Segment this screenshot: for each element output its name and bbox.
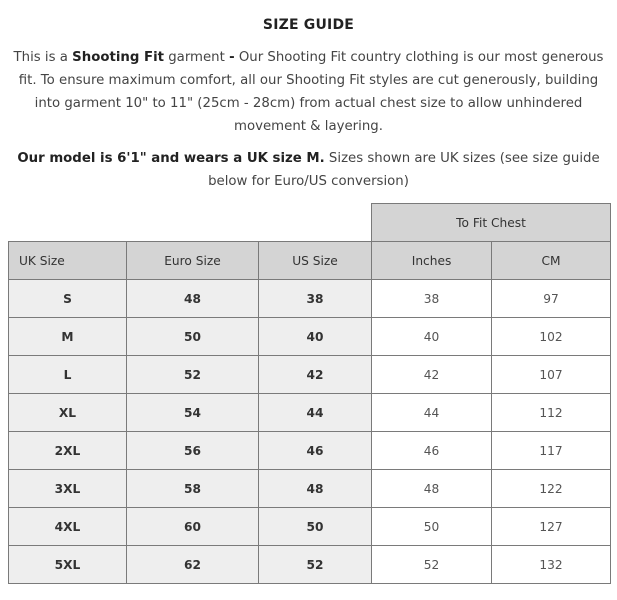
us-size-cell: 50	[259, 508, 372, 546]
uk-size-cell: L	[9, 356, 127, 394]
group-header-row	[9, 204, 611, 242]
table-row	[9, 318, 611, 356]
table-row	[9, 470, 611, 508]
chest-cm-cell: 132	[492, 546, 611, 584]
column-header-us-size: US Size	[259, 242, 372, 280]
chest-cm-cell: 112	[492, 394, 611, 432]
chest-inches-cell: 42	[372, 356, 492, 394]
table-row	[9, 394, 611, 432]
uk-size-cell: 5XL	[9, 546, 127, 584]
to-fit-chest-header: To Fit Chest	[372, 204, 611, 242]
table-row	[9, 280, 611, 318]
uk-size-cell: 2XL	[9, 432, 127, 470]
uk-size-cell: 4XL	[9, 508, 127, 546]
chest-cm-cell: 102	[492, 318, 611, 356]
fit-name: Shooting Fit	[72, 50, 164, 65]
column-header-euro-size: Euro Size	[127, 242, 259, 280]
fit-description	[6, 46, 611, 138]
uk-size-cell: S	[9, 280, 127, 318]
euro-size-cell: 52	[127, 356, 259, 394]
euro-size-cell: 54	[127, 394, 259, 432]
intro-prefix: This is a	[13, 50, 73, 65]
column-header-row	[9, 242, 611, 280]
us-size-cell: 46	[259, 432, 372, 470]
chest-inches-cell: 40	[372, 318, 492, 356]
us-size-cell: 38	[259, 280, 372, 318]
intro-dash: -	[229, 50, 235, 65]
chest-inches-cell: 48	[372, 470, 492, 508]
column-header-uk-size: UK Size	[9, 242, 127, 280]
euro-size-cell: 50	[127, 318, 259, 356]
uk-size-cell: M	[9, 318, 127, 356]
chest-inches-cell: 46	[372, 432, 492, 470]
chest-cm-cell: 97	[492, 280, 611, 318]
table-row	[9, 432, 611, 470]
column-header-cm: CM	[492, 242, 611, 280]
euro-size-cell: 62	[127, 546, 259, 584]
uk-size-cell: XL	[9, 394, 127, 432]
us-size-cell: 52	[259, 546, 372, 584]
us-size-cell: 42	[259, 356, 372, 394]
chest-inches-cell: 50	[372, 508, 492, 546]
chest-inches-cell: 52	[372, 546, 492, 584]
uk-size-cell: 3XL	[9, 470, 127, 508]
chest-cm-cell: 107	[492, 356, 611, 394]
table-row	[9, 356, 611, 394]
us-size-cell: 40	[259, 318, 372, 356]
euro-size-cell: 60	[127, 508, 259, 546]
blank-header-space	[9, 204, 372, 242]
column-header-inches: Inches	[372, 242, 492, 280]
euro-size-cell: 48	[127, 280, 259, 318]
model-note-rest: Sizes shown are UK sizes (see size guide below for Euro/US conversion)	[208, 151, 600, 189]
table-row	[9, 546, 611, 584]
chest-cm-cell: 117	[492, 432, 611, 470]
intro-rest: Our Shooting Fit country clothing is our most generous fit. To ensure maximum comfort, all our Shooting Fit styles are cut generously, building into garment 10" to 11" (25cm - 28cm) from actual chest size to allow unhindered movement & layering.	[18, 50, 604, 134]
page-title: SIZE GUIDE	[262, 17, 355, 33]
chest-cm-cell: 127	[492, 508, 611, 546]
chest-cm-cell: 122	[492, 470, 611, 508]
intro-middle: garment	[164, 50, 230, 65]
us-size-cell: 48	[259, 470, 372, 508]
euro-size-cell: 58	[127, 470, 259, 508]
euro-size-cell: 56	[127, 432, 259, 470]
model-note	[6, 147, 611, 193]
size-table	[8, 203, 611, 584]
chest-inches-cell: 38	[372, 280, 492, 318]
model-note-bold: Our model is 6'1" and wears a UK size M.	[17, 151, 325, 166]
chest-inches-cell: 44	[372, 394, 492, 432]
us-size-cell: 44	[259, 394, 372, 432]
table-row	[9, 508, 611, 546]
